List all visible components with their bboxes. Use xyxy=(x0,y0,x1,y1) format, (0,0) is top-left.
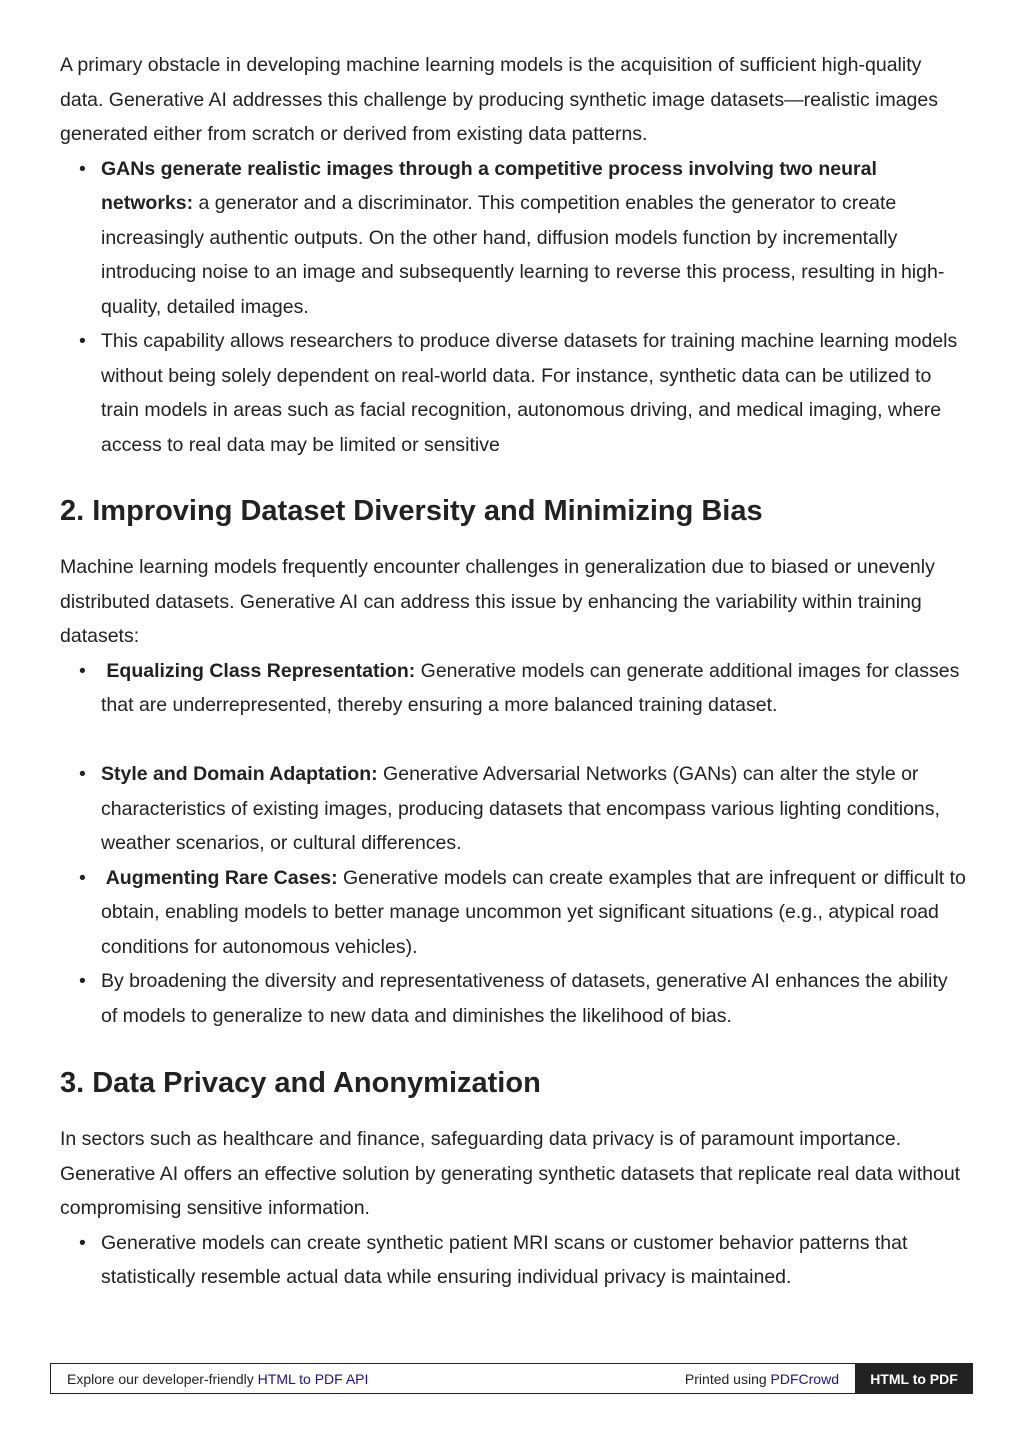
list-item xyxy=(60,152,966,325)
footer-printed-text: Printed using xyxy=(684,1370,771,1387)
list-item xyxy=(60,1226,966,1295)
bullet-text: Generative models can create examples that are infrequent or difficult to obtain, enabling models to better manage uncommon yet significant situations (e.g., atypical road conditions for autonomous vehicles). xyxy=(101,866,966,958)
section-heading: 3. Data Privacy and Anonymization xyxy=(60,1067,541,1099)
section-paragraph: In sectors such as healthcare and finance, safeguarding data privacy is of paramount importance. Generative AI offers an effective solution by generating synthetic datasets that replicate real data without compromising sensitive information. xyxy=(60,1128,961,1219)
footer-explore xyxy=(51,1371,685,1387)
bullet-bold-text: GANs generate realistic images through a competitive process involving two neural networks: xyxy=(101,157,877,214)
document-page xyxy=(60,48,966,1295)
bullet-bold-text: Style and Domain Adaptation: xyxy=(101,763,378,785)
footer-explore-text: Explore our developer-friendly xyxy=(67,1370,258,1387)
intro-bullet-list xyxy=(60,152,966,463)
bullet-bold-text: Equalizing Class Representation: xyxy=(101,659,416,682)
bullet-text: By broadening the diversity and representativeness of datasets, generative AI enhances the ability of models to generalize to new data and diminishes the likelihood of bias. xyxy=(101,970,948,1027)
pdfcrowd-link[interactable]: PDFCrowd xyxy=(770,1370,839,1387)
bullet-bold-text: Augmenting Rare Cases: xyxy=(101,866,338,889)
list-item xyxy=(60,861,966,965)
bullet-icon: • xyxy=(79,763,86,785)
section3-bullet-list xyxy=(60,1226,966,1295)
bullet-text: a generator and a discriminator. This competition enables the generator to create increasingly authentic outputs. On the other hand, diffusion models function by incrementally introducing noise to an image and subsequently learning to reverse this process, resulting in high-quality, detailed images. xyxy=(101,192,945,318)
bullet-text: Generative Adversarial Networks (GANs) can alter the style or characteristics of existing images, producing datasets that encompass various lighting conditions, weather scenarios, or cultural differences. xyxy=(101,763,940,854)
bullet-text: This capability allows researchers to produce diverse datasets for training machine learning models without being solely dependent on real-world data. For instance, synthetic data can be utilized to train models in areas such as facial recognition, autonomous driving, and medical imaging, where access to real data may be limited or sensitive xyxy=(101,330,958,456)
list-item xyxy=(60,757,966,861)
pdf-footer-bar xyxy=(50,1363,973,1394)
section-paragraph: Machine learning models frequently encounter challenges in generalization due to biased or unevenly distributed datasets. Generative AI can address this issue by enhancing the variability within training datasets: xyxy=(60,556,935,647)
html-to-pdf-api-link[interactable]: HTML to PDF API xyxy=(257,1370,369,1387)
bullet-icon: • xyxy=(79,1231,86,1254)
html-to-pdf-badge[interactable]: HTML to PDF xyxy=(855,1363,973,1394)
section-heading: 2. Improving Dataset Diversity and Minimizing Bias xyxy=(60,495,763,527)
bullet-icon: • xyxy=(79,866,86,889)
bullet-icon: • xyxy=(79,659,86,682)
list-item xyxy=(60,324,966,462)
list-item xyxy=(60,964,966,1033)
bullet-icon: • xyxy=(79,330,86,352)
intro-paragraph: A primary obstacle in developing machine learning models is the acquisition of sufficient high-quality data. Generative AI addresses this challenge by producing synthetic image datasets—realistic images generated either from scratch or derived from existing data patterns. xyxy=(60,54,938,145)
list-item xyxy=(60,654,966,723)
bullet-icon: • xyxy=(79,157,86,180)
bullet-icon: • xyxy=(79,970,86,992)
bullet-text: Generative models can create synthetic patient MRI scans or customer behavior patterns that statistically resemble actual data while ensuring individual privacy is maintained. xyxy=(101,1231,908,1288)
footer-printed xyxy=(685,1371,855,1387)
section2-bullet-list xyxy=(60,654,966,1034)
bullet-text: Generative models can generate additional images for classes that are underrepresented, thereby ensuring a more balanced training dataset. xyxy=(101,659,960,716)
